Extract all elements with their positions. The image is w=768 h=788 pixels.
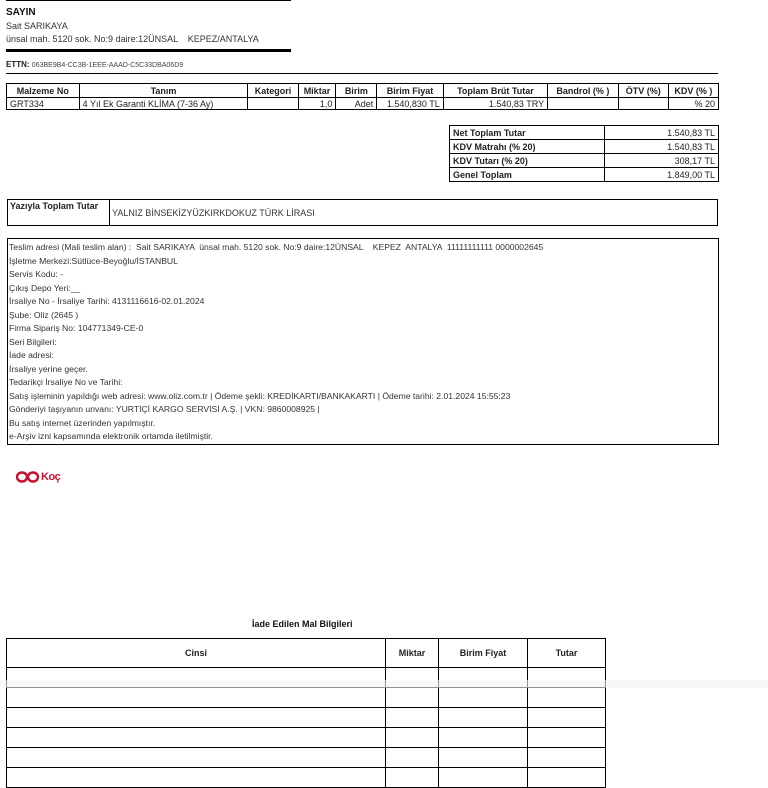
cell-toplam-brut: 1.540,83 TRY [443,98,547,110]
cell-otv [618,98,668,110]
cell-bandrol [548,98,619,110]
recipient-address: ünsal mah. 5120 sok. No:9 daire:12ÜNSAL KEPEZ/ANTALYA [6,34,259,44]
ettn-value: 063BE9B4-CC3B-1EEE-AAAD-C5C33DBA06D9 [31,62,184,69]
table-row [7,728,606,748]
header-divider [6,49,291,52]
grand-total-label: Genel Toplam [450,168,605,182]
recipient-name: Sait SARIKAYA [6,21,68,31]
totals-row [450,154,719,168]
col-birim: Birim [336,84,377,98]
cell-kategori [248,98,298,110]
grand-total-value: 1.849,00 TL [605,168,719,182]
net-total-value: 1.540,83 TL [605,126,719,140]
note-line: Çıkış Depo Yeri:__ [9,282,81,293]
vat-amount-value: 308,17 TL [605,154,719,168]
note-line: Seri Bilgileri: [9,336,57,347]
note-line: e-Arşiv izni kapsamında elektronik ortamda iletilmiştir. [9,431,213,441]
totals-row [450,140,719,154]
cell-birim-fiyat: 1.540,830 TL [377,98,443,110]
top-rule [6,0,291,1]
note-line: Teslim adresi (Mali teslim alan) : Sait SARIKAYA ünsal mah. 5120 sok. No:9 daire:12ÜNSAL KEPEZ ANTALYA 11111111111 0000002645 [9,242,544,252]
cell-malzeme-no: GRT334 [7,98,80,110]
col-ret-tutar: Tutar [528,639,606,668]
cell-birim: Adet [336,98,377,110]
note-line: Tedarikçi İrsaliye No ve Tarihi: [9,377,123,387]
table-row [7,768,606,788]
scan-band [0,680,768,688]
notes-box [7,238,719,445]
col-otv: ÖTV (%) [618,84,668,98]
col-malzeme-no: Malzeme No [7,84,80,98]
note-line: Servis Kodu: - [9,269,63,279]
vat-base-label: KDV Matrahı (% 20) [450,140,605,154]
col-tanim: Tanım [79,84,248,98]
returns-table [6,638,606,788]
totals-table [449,125,719,182]
ettn-divider [6,73,718,74]
koc-logo-icon [16,471,40,483]
table-row [7,688,606,708]
notes-lines [9,241,543,444]
cell-kdv: % 20 [668,98,718,110]
col-ret-miktar: Miktar [386,639,439,668]
written-total-divider [109,200,110,225]
note-line: Firma Sipariş No: 104771349-CE-0 [9,323,144,333]
vat-base-value: 1.540,83 TL [605,140,719,154]
note-line: Bu satış internet üzerinden yapılmıştır. [9,417,156,428]
note-line: Gönderiyi taşıyanın unvanı: YURTİÇİ KARGO SERVİSİ A.Ş. | VKN: 9860008925 | [9,404,320,414]
col-ret-birim-fiyat: Birim Fiyat [439,639,528,668]
table-row [7,98,719,110]
written-total-box [7,199,718,226]
col-kdv: KDV (% ) [668,84,718,98]
cell-tanim: 4 Yıl Ek Garanti KLİMA (7-36 Ay) [79,98,248,110]
col-kategori: Kategori [248,84,298,98]
table-row [7,748,606,768]
vat-amount-label: KDV Tutarı (% 20) [450,154,605,168]
totals-row [450,126,719,140]
ettn-label: ETTN: [6,60,30,69]
col-cinsi: Cinsi [7,639,386,668]
note-line: İrsaliye yerine geçer. [9,363,88,374]
note-line: İşletme Merkezi:Sütlüce-Beyoğlu/İSTANBUL [9,255,178,266]
written-total-label: Yazıyla Toplam Tutar [10,201,99,211]
note-line: İrsaliye No - İrsaliye Tarihi: 4131116616-02.01.2024 [9,296,205,306]
net-total-label: Net Toplam Tutar [450,126,605,140]
items-header-row [7,84,719,98]
ettn-line [6,60,183,69]
written-total-value: YALNIZ BİNSEKİZYÜZKIRKDOKUZ TÜRK LİRASI [112,208,315,218]
totals-row [450,168,719,182]
col-miktar: Miktar [298,84,336,98]
koc-logo [16,470,60,484]
returns-header-row [7,639,606,668]
col-bandrol: Bandrol (% ) [548,84,619,98]
koc-logo-text: Koç [41,471,61,483]
recipient-heading: SAYIN [6,7,36,18]
col-birim-fiyat: Birim Fiyat [377,84,443,98]
table-row [7,708,606,728]
returns-title: İade Edilen Mal Bilgileri [252,619,353,629]
note-line: İade adresi: [9,350,54,360]
note-line: Şube: Oliz (2645 ) [9,309,79,320]
cell-miktar: 1,0 [298,98,336,110]
items-table [6,83,719,110]
note-line: Satış işleminin yapıldığı web adresi: www.oliz.com.tr | Ödeme şekli: KREDİKARTI/BANKAKARTI | Ödeme tarihi: 2.01.2024 15:55:23 [9,390,511,401]
col-toplam-brut: Toplam Brüt Tutar [443,84,547,98]
